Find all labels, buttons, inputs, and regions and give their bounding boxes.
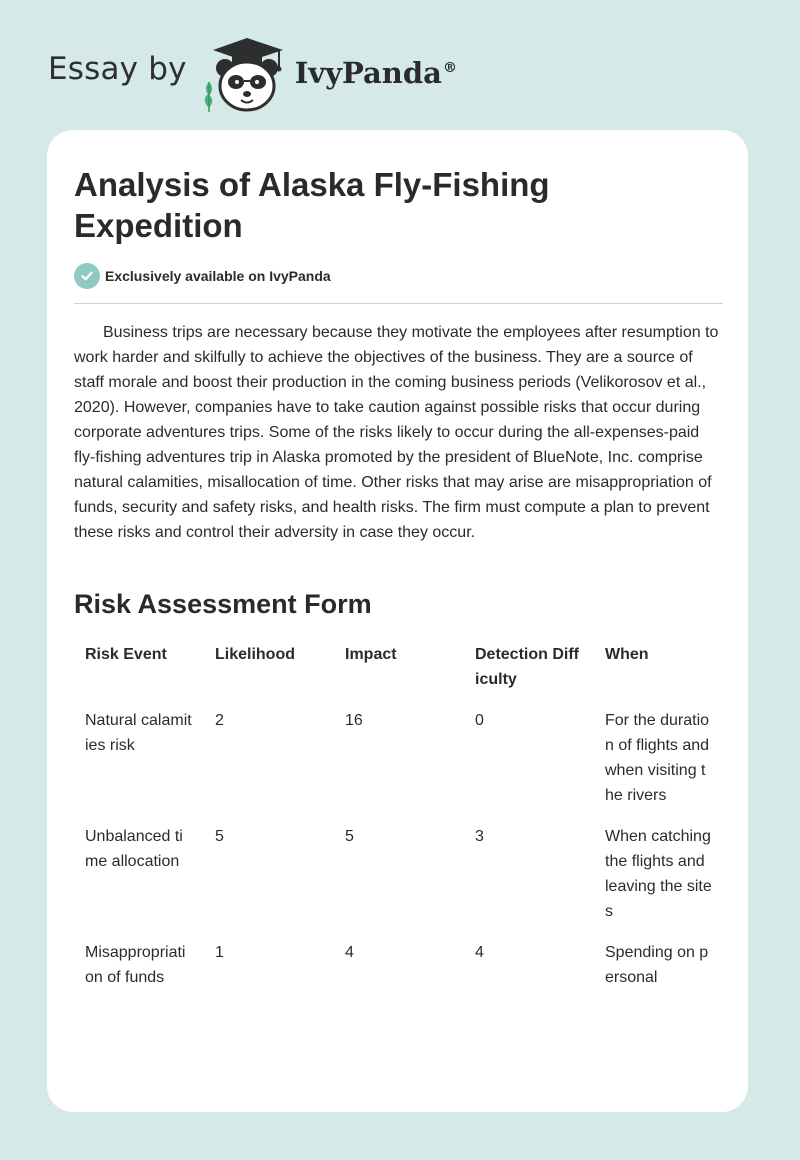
table-cell: 5 [215,828,224,845]
table-cell: 3 [475,828,484,845]
column-header: Detection Difficulty [475,646,579,688]
table-cell: 2 [215,712,224,729]
table-cell: 5 [345,828,354,845]
table-row [74,824,724,940]
section-title: Risk Assessment Form [74,589,372,619]
table-cell: Unbalanced time allocation [85,828,183,870]
registered-mark: ® [442,60,457,77]
brand-name[interactable] [295,56,457,90]
table-cell: Misappropriation of funds [85,944,186,986]
table-cell: 4 [345,944,354,961]
column-header: When [605,646,649,663]
site-header [48,34,457,114]
table-row [74,940,724,1006]
page-title: Analysis of Alaska Fly-Fishing Expedition [74,166,550,244]
exclusive-badge [74,263,331,289]
divider [74,303,723,304]
check-circle-icon [74,263,100,289]
brand-name-text[interactable]: IvyPanda [294,56,442,90]
table-cell: For the duration of flights and when visiting the rivers [605,712,710,804]
table-cell: 0 [475,712,484,729]
article-card [47,130,748,1112]
table-cell: When catching the flights and leaving the sites [605,828,712,920]
table-cell: 1 [215,944,224,961]
column-header: Likelihood [215,646,295,663]
risk-assessment-table [74,642,724,1006]
table-cell: 16 [345,712,363,729]
table-cell: Natural calamities risk [85,712,192,754]
table-cell: 4 [475,944,484,961]
table-cell: Spending on personal [605,944,709,986]
intro-paragraph: Business trips are necessary because they motivate the employees after resumption to work harder and skilfully to achieve the objectives of the business. They are a source of staff morale and boost their production in the coming business periods (Velikorosov et al., 2020). However, companies have to take caution against possible risks that occur during corporate adventures trips. Some of the risks likely to occur during the all-expenses-paid fly-fishing adventures trip in Alaska promoted by the president of BlueNote, Inc. comprise natural calamities, misallocation of time. Other risks that may arise are misappropriation of funds, security and safety risks, and health risks. The firm must compute a plan to prevent these risks and control their adversity in case they occur. [74,324,719,541]
essay-by-label: Essay by [48,51,187,87]
table-header-row [74,642,724,708]
column-header: Risk Event [85,646,167,663]
exclusive-badge-label: Exclusively available on IvyPanda [105,268,331,284]
column-header: Impact [345,646,397,663]
table-row [74,708,724,824]
panda-graduate-logo[interactable] [199,34,291,114]
